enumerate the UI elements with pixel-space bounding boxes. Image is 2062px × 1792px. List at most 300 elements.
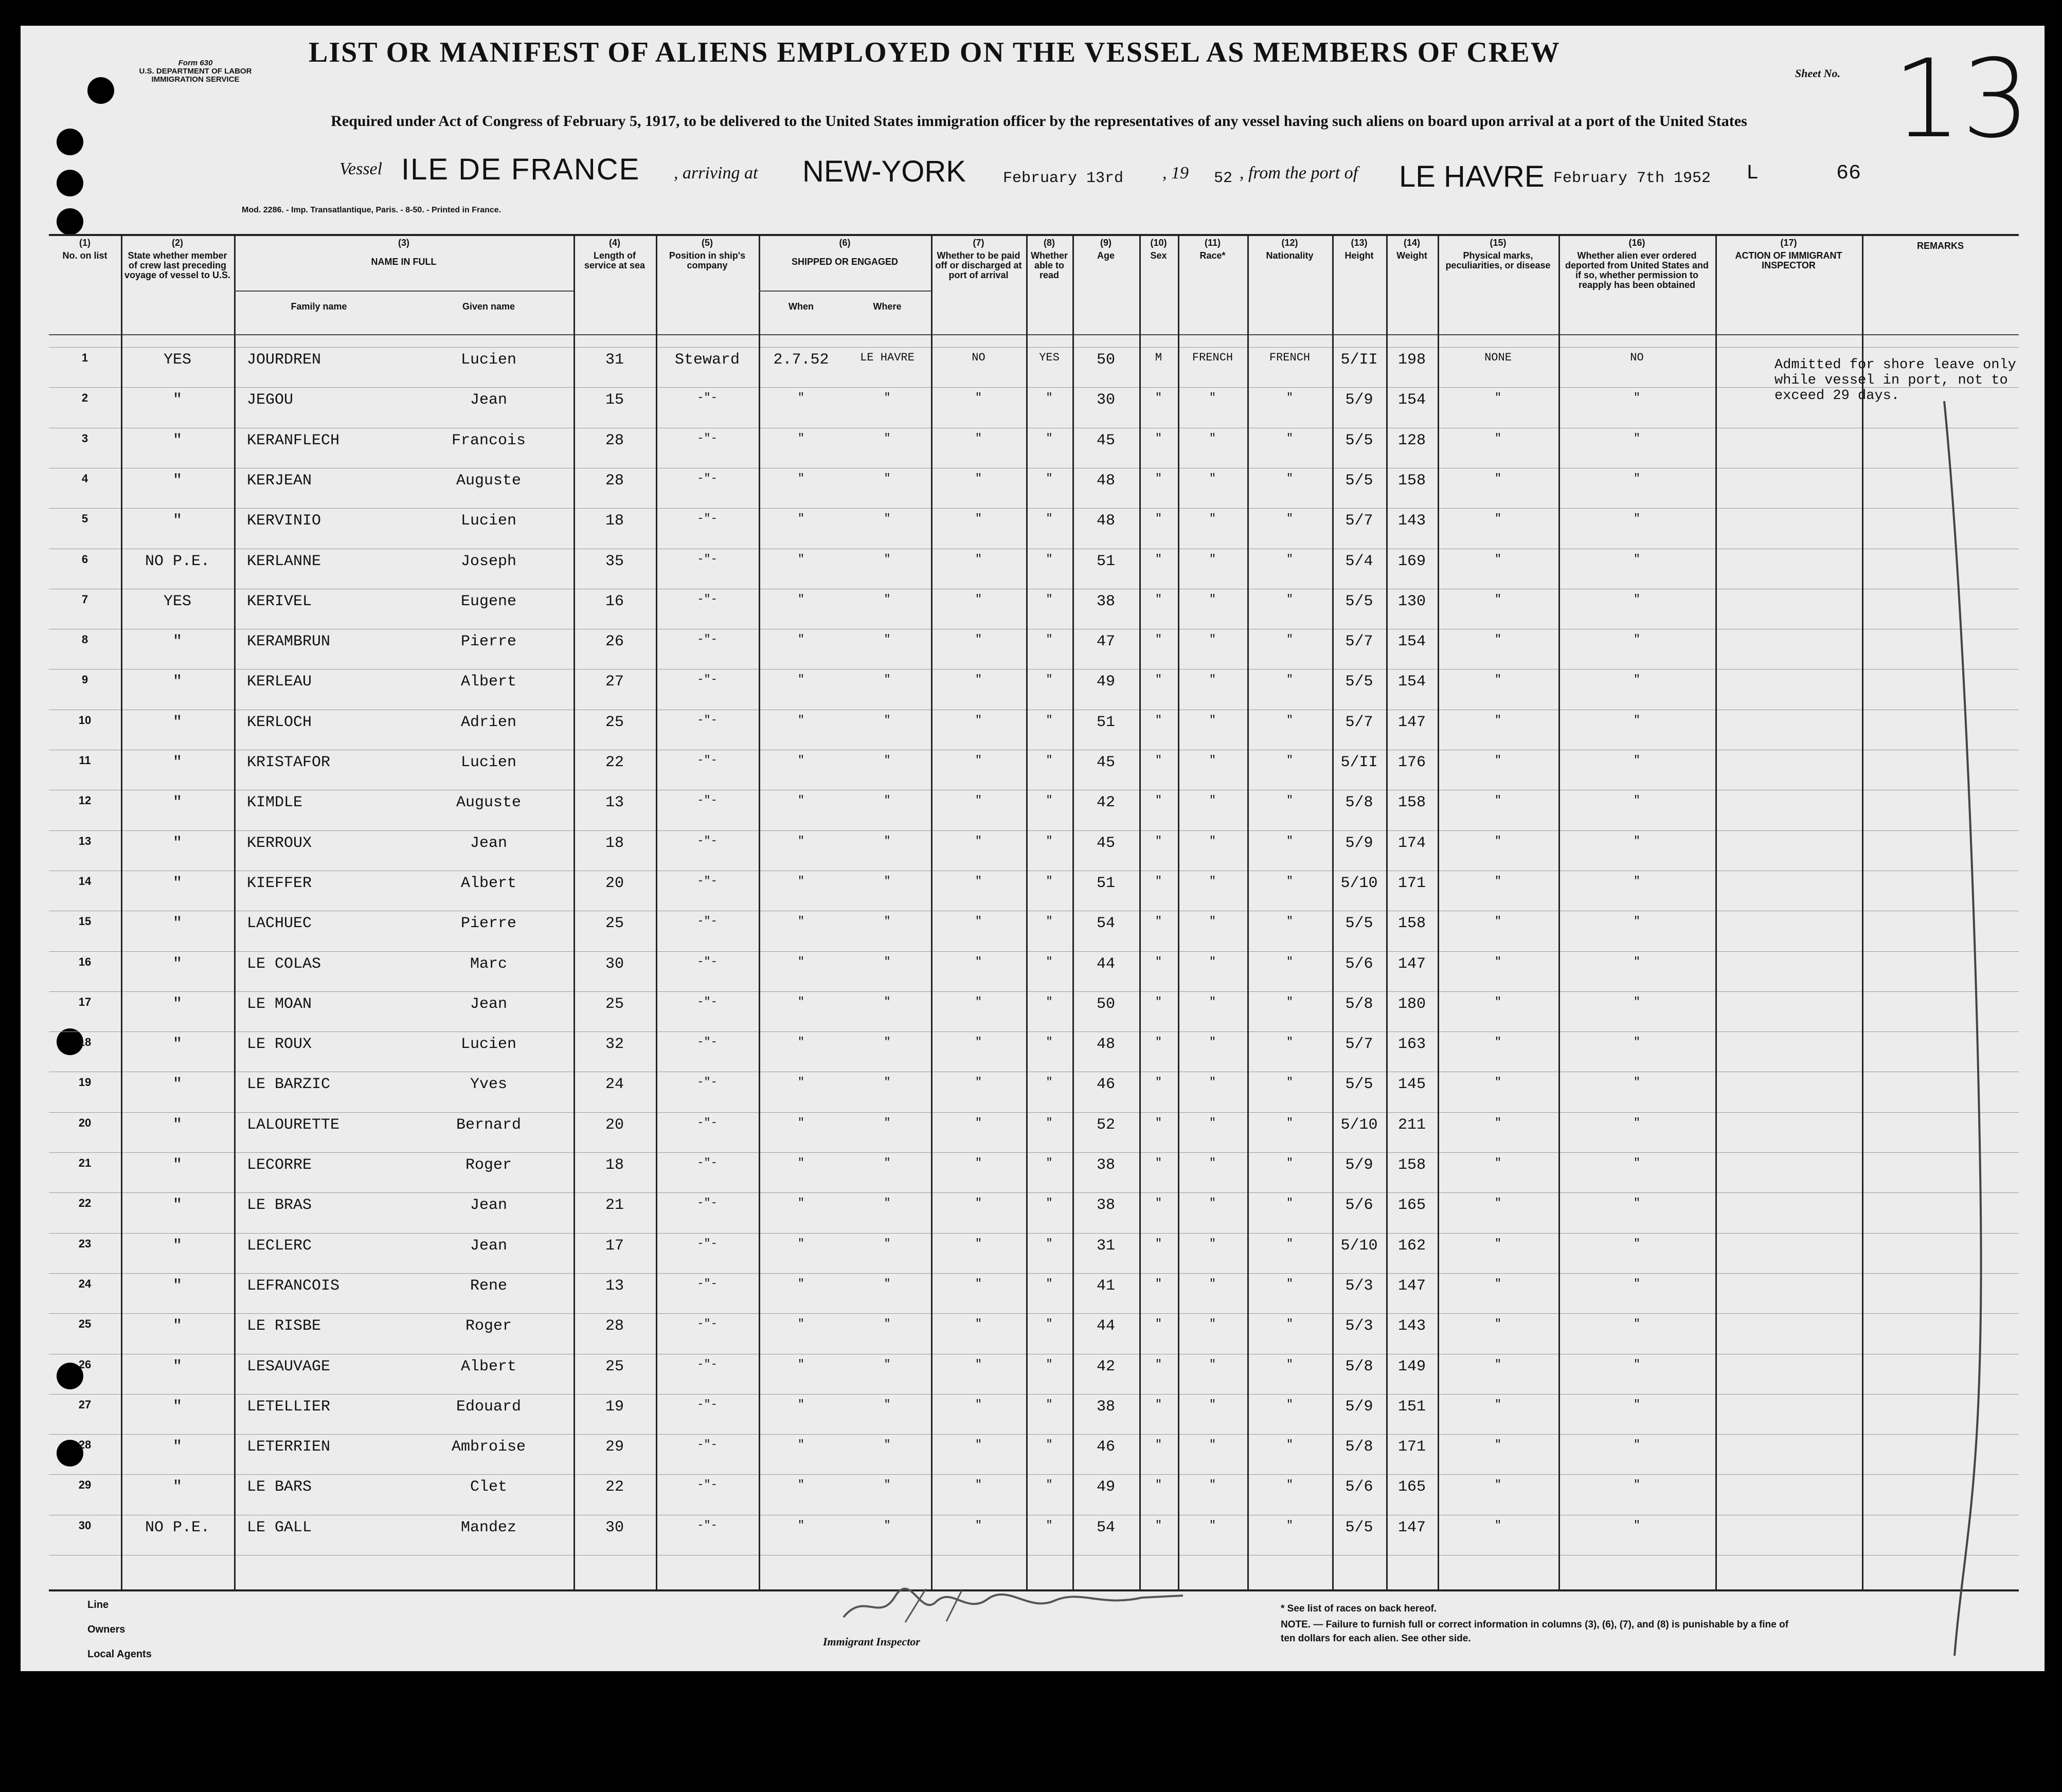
deported: " bbox=[1633, 1036, 1641, 1049]
row-number: 16 bbox=[78, 955, 92, 968]
shipped-where: " bbox=[884, 1076, 891, 1089]
given-name: Albert bbox=[460, 874, 517, 892]
sex: " bbox=[1155, 391, 1162, 405]
deported: " bbox=[1633, 1317, 1641, 1331]
row-number: 7 bbox=[81, 592, 88, 606]
height: 5/7 bbox=[1345, 1036, 1373, 1054]
nationality: " bbox=[1286, 431, 1294, 445]
physical-marks: " bbox=[1494, 1237, 1502, 1250]
row-number: 25 bbox=[78, 1317, 92, 1331]
paid-off: " bbox=[975, 512, 982, 526]
height: 5/9 bbox=[1345, 391, 1373, 409]
sex: " bbox=[1155, 955, 1162, 968]
shipped-when: 2.7.52 bbox=[773, 351, 829, 369]
row-number: 22 bbox=[78, 1197, 92, 1210]
sex: " bbox=[1155, 874, 1162, 888]
row-number: 1 bbox=[81, 351, 88, 364]
weight: 176 bbox=[1397, 754, 1426, 771]
weight: 158 bbox=[1397, 1156, 1426, 1174]
deported: " bbox=[1633, 713, 1641, 727]
age: 54 bbox=[1096, 1518, 1115, 1536]
shipped-where: " bbox=[884, 1197, 891, 1210]
shipped-when: " bbox=[797, 1478, 805, 1492]
service-length: 29 bbox=[605, 1438, 624, 1456]
age: 42 bbox=[1096, 794, 1115, 812]
shipped-when: " bbox=[797, 1357, 805, 1371]
row-number: 20 bbox=[78, 1116, 92, 1129]
service-length: 15 bbox=[605, 391, 624, 409]
nationality: " bbox=[1286, 1357, 1294, 1371]
paid-off: " bbox=[975, 1478, 982, 1492]
page-title: LIST OR MANIFEST OF ALIENS EMPLOYED ON THE VESSEL AS MEMBERS OF CREW bbox=[309, 37, 1561, 68]
family-name: KERLOCH bbox=[247, 713, 312, 731]
column-header bbox=[1715, 238, 1862, 270]
weight: 143 bbox=[1397, 512, 1426, 530]
column-label: Whether to be paid off or discharged at port of arrival bbox=[935, 250, 1022, 280]
service-length: 25 bbox=[605, 995, 624, 1013]
position: -"- bbox=[697, 1357, 718, 1371]
nationality: " bbox=[1286, 955, 1294, 968]
subheader-given-name: Given name bbox=[462, 301, 515, 312]
row-number: 13 bbox=[78, 834, 92, 847]
column-header bbox=[656, 238, 759, 270]
previous-voyage: " bbox=[172, 1036, 182, 1054]
position: -"- bbox=[697, 633, 718, 646]
able-to-read: " bbox=[1046, 713, 1053, 727]
sex: " bbox=[1155, 1156, 1162, 1169]
shipped-when: " bbox=[797, 1116, 805, 1129]
family-name: KRISTAFOR bbox=[247, 754, 331, 771]
age: 42 bbox=[1096, 1357, 1115, 1375]
row-number: 18 bbox=[78, 1036, 92, 1049]
deported: " bbox=[1633, 1438, 1641, 1452]
height: 5/10 bbox=[1340, 1116, 1378, 1134]
given-name: Jean bbox=[470, 834, 507, 852]
deported: " bbox=[1633, 552, 1641, 566]
age: 30 bbox=[1096, 391, 1115, 409]
service-length: 25 bbox=[605, 1357, 624, 1375]
shipped-where: " bbox=[884, 592, 891, 606]
column-number: (4) bbox=[609, 238, 620, 248]
physical-marks: " bbox=[1494, 673, 1502, 686]
height: 5/10 bbox=[1340, 1237, 1378, 1255]
previous-voyage: " bbox=[172, 1076, 182, 1094]
sex: " bbox=[1155, 1518, 1162, 1532]
column-number: (12) bbox=[1281, 238, 1298, 248]
height: 5/3 bbox=[1345, 1277, 1373, 1295]
given-name: Jean bbox=[470, 995, 507, 1013]
row-rule bbox=[49, 1313, 2019, 1314]
paid-off: " bbox=[975, 955, 982, 968]
printer-line: Mod. 2286. - Imp. Transatlantique, Paris. - 8-50. - Printed in France. bbox=[242, 206, 501, 214]
race: " bbox=[1209, 552, 1216, 566]
line-label: Line bbox=[87, 1599, 109, 1610]
previous-voyage: " bbox=[172, 673, 182, 691]
shipped-when: " bbox=[797, 592, 805, 606]
row-rule bbox=[49, 1112, 2019, 1113]
family-name: LE BARZIC bbox=[247, 1076, 331, 1094]
column-header bbox=[573, 238, 656, 270]
shipped-where: " bbox=[884, 915, 891, 928]
row-rule bbox=[49, 991, 2019, 992]
nationality: " bbox=[1286, 1398, 1294, 1411]
sex: " bbox=[1155, 552, 1162, 566]
able-to-read: " bbox=[1046, 794, 1053, 807]
race: " bbox=[1209, 1478, 1216, 1492]
given-name: Roger bbox=[465, 1317, 512, 1335]
able-to-read: " bbox=[1046, 552, 1053, 566]
service-length: 20 bbox=[605, 874, 624, 892]
age: 45 bbox=[1096, 754, 1115, 771]
previous-voyage: " bbox=[172, 1398, 182, 1416]
height: 5/9 bbox=[1345, 1156, 1373, 1174]
physical-marks: " bbox=[1494, 512, 1502, 526]
paid-off: " bbox=[975, 472, 982, 485]
shipped-when: " bbox=[797, 1036, 805, 1049]
race: " bbox=[1209, 1036, 1216, 1049]
previous-voyage: " bbox=[172, 1197, 182, 1215]
able-to-read: " bbox=[1046, 1116, 1053, 1129]
shipped-when: " bbox=[797, 1317, 805, 1331]
physical-marks: " bbox=[1494, 1076, 1502, 1089]
height: 5/6 bbox=[1345, 955, 1373, 973]
previous-voyage: " bbox=[172, 1478, 182, 1496]
column-label: State whether member of crew last preceding voyage of vessel to U.S. bbox=[124, 250, 231, 280]
family-name: KERROUX bbox=[247, 834, 312, 852]
given-name: Yves bbox=[470, 1076, 507, 1094]
previous-voyage: " bbox=[172, 754, 182, 771]
shipped-where: " bbox=[884, 1156, 891, 1169]
column-header bbox=[121, 238, 234, 280]
previous-voyage: " bbox=[172, 995, 182, 1013]
row-number: 23 bbox=[78, 1237, 92, 1250]
shipped-where: " bbox=[884, 1398, 891, 1411]
paid-off: " bbox=[975, 1277, 982, 1290]
given-name: Lucien bbox=[460, 754, 517, 771]
able-to-read: " bbox=[1046, 431, 1053, 445]
able-to-read: " bbox=[1046, 1398, 1053, 1411]
physical-marks: " bbox=[1494, 1478, 1502, 1492]
column-label: ACTION OF IMMIGRANT INSPECTOR bbox=[1735, 250, 1842, 270]
form-identifier bbox=[134, 59, 257, 84]
previous-voyage: " bbox=[172, 794, 182, 812]
sex: " bbox=[1155, 512, 1162, 526]
shipped-where: " bbox=[884, 1317, 891, 1331]
shipped-where: " bbox=[884, 794, 891, 807]
weight: 165 bbox=[1397, 1197, 1426, 1215]
column-number: (16) bbox=[1628, 238, 1645, 248]
column-label: SHIPPED OR ENGAGED bbox=[791, 257, 899, 267]
given-name: Lucien bbox=[460, 1036, 517, 1054]
family-name: LEFRANCOIS bbox=[247, 1277, 340, 1295]
column-header bbox=[931, 238, 1026, 280]
able-to-read: " bbox=[1046, 1478, 1053, 1492]
race: " bbox=[1209, 794, 1216, 807]
race: " bbox=[1209, 431, 1216, 445]
physical-marks: " bbox=[1494, 713, 1502, 727]
sex: " bbox=[1155, 1357, 1162, 1371]
arrival-year: 52 bbox=[1214, 170, 1233, 187]
row-rule bbox=[49, 1031, 2019, 1032]
shipped-when: " bbox=[797, 955, 805, 968]
position: -"- bbox=[697, 431, 718, 445]
physical-marks: " bbox=[1494, 1398, 1502, 1411]
column-number: (1) bbox=[79, 238, 91, 248]
given-name: Roger bbox=[465, 1156, 512, 1174]
column-number: (11) bbox=[1204, 238, 1221, 248]
height: 5/8 bbox=[1345, 1438, 1373, 1456]
height: 5/II bbox=[1340, 351, 1378, 369]
given-name: Adrien bbox=[460, 713, 517, 731]
family-name: LE BRAS bbox=[247, 1197, 312, 1215]
family-name: LETERRIEN bbox=[247, 1438, 331, 1456]
position: -"- bbox=[697, 1438, 718, 1452]
family-name: LECLERC bbox=[247, 1237, 312, 1255]
family-name: KERIVEL bbox=[247, 592, 312, 610]
row-number: 12 bbox=[78, 794, 92, 807]
deported: " bbox=[1633, 673, 1641, 686]
row-number: 30 bbox=[78, 1518, 92, 1532]
family-name: LE RISBE bbox=[247, 1317, 321, 1335]
family-name: KIEFFER bbox=[247, 874, 312, 892]
previous-voyage: " bbox=[172, 1116, 182, 1134]
physical-marks: " bbox=[1494, 633, 1502, 646]
race: " bbox=[1209, 391, 1216, 405]
paid-off: " bbox=[975, 1518, 982, 1532]
subheader-where: Where bbox=[873, 301, 902, 312]
family-name: KIMDLE bbox=[247, 794, 303, 812]
sex: " bbox=[1155, 1197, 1162, 1210]
row-number: 27 bbox=[78, 1398, 92, 1411]
deported: " bbox=[1633, 1277, 1641, 1290]
arrival-date: February 13rd bbox=[1003, 170, 1124, 187]
row-number: 3 bbox=[81, 431, 88, 445]
row-rule bbox=[49, 1233, 2019, 1234]
sex: " bbox=[1155, 1317, 1162, 1331]
height: 5/5 bbox=[1345, 673, 1373, 691]
paid-off: " bbox=[975, 391, 982, 405]
shipped-when: " bbox=[797, 633, 805, 646]
able-to-read: " bbox=[1046, 1036, 1053, 1049]
service-length: 26 bbox=[605, 633, 624, 651]
weight: 171 bbox=[1397, 874, 1426, 892]
row-number: 19 bbox=[78, 1076, 92, 1089]
column-header bbox=[234, 238, 573, 267]
sheet-number: 13 bbox=[1893, 36, 2031, 162]
family-name: KERLANNE bbox=[247, 552, 321, 570]
race: " bbox=[1209, 1197, 1216, 1210]
previous-voyage: " bbox=[172, 633, 182, 651]
row-rule bbox=[49, 387, 2019, 388]
deported: NO bbox=[1630, 351, 1644, 364]
row-number: 5 bbox=[81, 512, 88, 526]
weight: 158 bbox=[1397, 915, 1426, 933]
race: " bbox=[1209, 995, 1216, 1008]
age: 38 bbox=[1096, 1156, 1115, 1174]
department-name: U.S. DEPARTMENT OF LABOR bbox=[139, 67, 252, 76]
height: 5/8 bbox=[1345, 794, 1373, 812]
column-label: Age bbox=[1097, 250, 1115, 261]
deported: " bbox=[1633, 874, 1641, 888]
service-length: 21 bbox=[605, 1197, 624, 1215]
race: " bbox=[1209, 1518, 1216, 1532]
deported: " bbox=[1633, 1076, 1641, 1089]
row-number: 6 bbox=[81, 552, 88, 566]
physical-marks: " bbox=[1494, 754, 1502, 767]
given-name: Auguste bbox=[456, 472, 522, 490]
race: " bbox=[1209, 915, 1216, 928]
inspector-signature bbox=[833, 1586, 1193, 1627]
sex: " bbox=[1155, 1478, 1162, 1492]
sex: " bbox=[1155, 673, 1162, 686]
position: -"- bbox=[697, 1116, 718, 1129]
deported: " bbox=[1633, 512, 1641, 526]
sex: " bbox=[1155, 754, 1162, 767]
row-number: 21 bbox=[78, 1156, 92, 1169]
age: 38 bbox=[1096, 592, 1115, 610]
column-rule bbox=[1862, 234, 1863, 1591]
race: FRENCH bbox=[1192, 351, 1233, 364]
race: " bbox=[1209, 592, 1216, 606]
sex: " bbox=[1155, 794, 1162, 807]
sex: " bbox=[1155, 1076, 1162, 1089]
column-rule bbox=[234, 234, 236, 1591]
age: 46 bbox=[1096, 1438, 1115, 1456]
family-name: LECORRE bbox=[247, 1156, 312, 1174]
sex: " bbox=[1155, 995, 1162, 1008]
weight: 154 bbox=[1397, 391, 1426, 409]
service-length: 25 bbox=[605, 915, 624, 933]
weight: 158 bbox=[1397, 794, 1426, 812]
column-number: (17) bbox=[1780, 238, 1797, 248]
physical-marks: " bbox=[1494, 1357, 1502, 1371]
nationality: " bbox=[1286, 1277, 1294, 1290]
weight: 147 bbox=[1397, 1518, 1426, 1536]
column-label: Race* bbox=[1199, 250, 1226, 261]
service-length: 18 bbox=[605, 512, 624, 530]
physical-marks: " bbox=[1494, 955, 1502, 968]
shipped-when: " bbox=[797, 1277, 805, 1290]
paid-off: " bbox=[975, 1197, 982, 1210]
column-label: Height bbox=[1344, 250, 1374, 261]
physical-marks: " bbox=[1494, 1518, 1502, 1532]
age: 49 bbox=[1096, 673, 1115, 691]
nationality: " bbox=[1286, 834, 1294, 847]
family-name: LACHUEC bbox=[247, 915, 312, 933]
able-to-read: " bbox=[1046, 915, 1053, 928]
position: -"- bbox=[697, 834, 718, 847]
nationality: " bbox=[1286, 713, 1294, 727]
shipped-where: " bbox=[884, 1357, 891, 1371]
position: -"- bbox=[697, 1518, 718, 1532]
sex: " bbox=[1155, 431, 1162, 445]
weight: 143 bbox=[1397, 1317, 1426, 1335]
row-number: 29 bbox=[78, 1478, 92, 1492]
given-name: Auguste bbox=[456, 794, 522, 812]
position: -"- bbox=[697, 1317, 718, 1331]
given-name: Marc bbox=[470, 955, 507, 973]
physical-marks: " bbox=[1494, 995, 1502, 1008]
physical-marks: " bbox=[1494, 1116, 1502, 1129]
height: 5/10 bbox=[1340, 874, 1378, 892]
weight: 151 bbox=[1397, 1398, 1426, 1416]
nationality: " bbox=[1286, 1036, 1294, 1049]
race: " bbox=[1209, 472, 1216, 485]
race: " bbox=[1209, 512, 1216, 526]
shipped-when: " bbox=[797, 391, 805, 405]
sex: " bbox=[1155, 592, 1162, 606]
row-number: 24 bbox=[78, 1277, 92, 1290]
row-number: 8 bbox=[81, 633, 88, 646]
sex: " bbox=[1155, 1277, 1162, 1290]
position: -"- bbox=[697, 915, 718, 928]
family-name: LETELLIER bbox=[247, 1398, 331, 1416]
column-number: (8) bbox=[1044, 238, 1055, 248]
age: 51 bbox=[1096, 552, 1115, 570]
position: -"- bbox=[697, 713, 718, 727]
paid-off: " bbox=[975, 834, 982, 847]
previous-voyage: " bbox=[172, 834, 182, 852]
physical-marks: " bbox=[1494, 552, 1502, 566]
position: -"- bbox=[697, 1197, 718, 1210]
physical-marks: " bbox=[1494, 834, 1502, 847]
family-name: LE ROUX bbox=[247, 1036, 312, 1054]
service-length: 22 bbox=[605, 1478, 624, 1496]
service-length: 19 bbox=[605, 1398, 624, 1416]
able-to-read: " bbox=[1046, 1317, 1053, 1331]
physical-marks: " bbox=[1494, 874, 1502, 888]
shipped-where: " bbox=[884, 995, 891, 1008]
column-label: Physical marks, peculiarities, or disease bbox=[1445, 250, 1551, 270]
nationality: " bbox=[1286, 552, 1294, 566]
paid-off: " bbox=[975, 874, 982, 888]
service-length: 30 bbox=[605, 955, 624, 973]
race: " bbox=[1209, 1317, 1216, 1331]
subheader-family-name: Family name bbox=[291, 301, 347, 312]
position: -"- bbox=[697, 552, 718, 566]
paid-off: " bbox=[975, 915, 982, 928]
race: " bbox=[1209, 1237, 1216, 1250]
column-label: Whether alien ever ordered deported from United States and if so, whether permission to reapply has been obtained bbox=[1565, 250, 1709, 290]
age: 54 bbox=[1096, 915, 1115, 933]
nationality: " bbox=[1286, 1076, 1294, 1089]
deported: " bbox=[1633, 472, 1641, 485]
given-name: Jean bbox=[470, 1237, 507, 1255]
paid-off: " bbox=[975, 1076, 982, 1089]
age: 46 bbox=[1096, 1076, 1115, 1094]
position: -"- bbox=[697, 955, 718, 968]
physical-marks: " bbox=[1494, 1317, 1502, 1331]
able-to-read: " bbox=[1046, 1156, 1053, 1169]
paid-off: " bbox=[975, 1438, 982, 1452]
shipped-when: " bbox=[797, 874, 805, 888]
shipped-when: " bbox=[797, 552, 805, 566]
sex: " bbox=[1155, 1438, 1162, 1452]
position: -"- bbox=[697, 673, 718, 686]
physical-marks: " bbox=[1494, 592, 1502, 606]
margin-pencil-mark bbox=[1903, 401, 2006, 1666]
nationality: " bbox=[1286, 794, 1294, 807]
service-length: 17 bbox=[605, 1237, 624, 1255]
race: " bbox=[1209, 1438, 1216, 1452]
races-note: * See list of races on back hereof. bbox=[1281, 1603, 1437, 1614]
owners-label: Owners bbox=[87, 1624, 125, 1635]
given-name: Rene bbox=[470, 1277, 507, 1295]
family-name: LESAUVAGE bbox=[247, 1357, 331, 1375]
age: 48 bbox=[1096, 512, 1115, 530]
position: -"- bbox=[697, 512, 718, 526]
crew-table bbox=[49, 234, 2019, 1591]
